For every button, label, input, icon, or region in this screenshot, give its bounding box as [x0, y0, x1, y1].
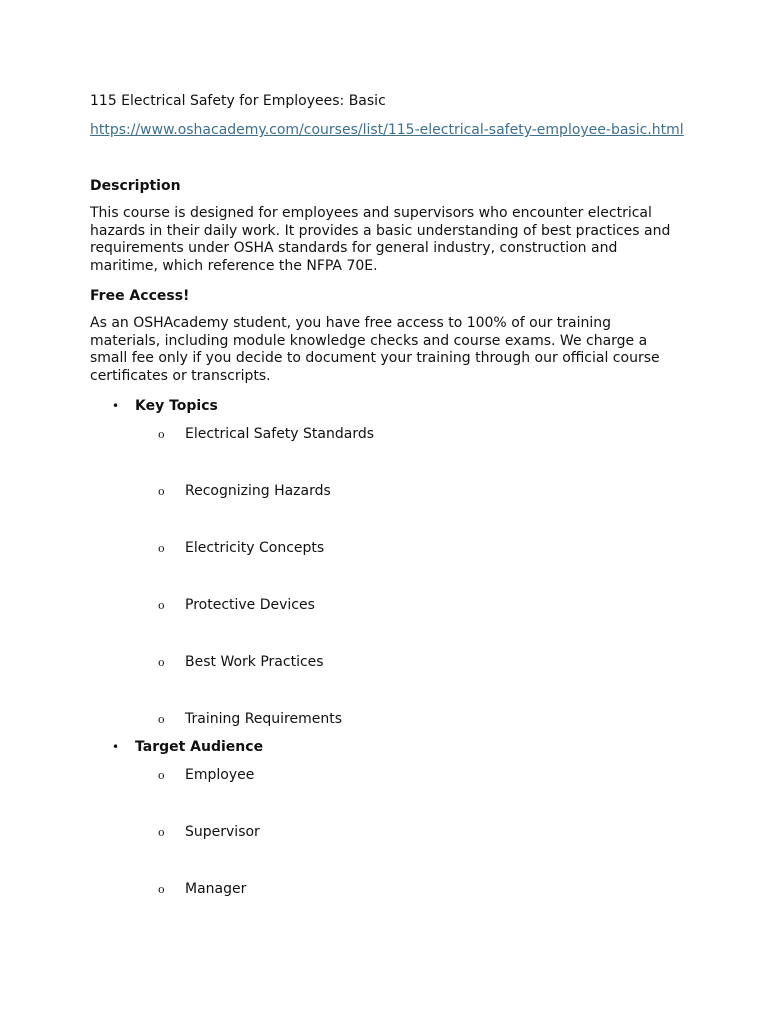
sub-bullet-marker: o	[158, 656, 165, 669]
key-topics-label: Key Topics	[135, 398, 218, 414]
bullet-marker: •	[112, 399, 120, 413]
free-access-paragraph: As an OSHAcademy student, you have free access to 100% of our training materials, including module knowledge checks and course exams. We charge a small fee only if you decide to document your training through our official course certificates or transcripts.	[90, 315, 660, 384]
description-paragraph: This course is designed for employees and supervisors who encounter electrical hazards in their daily work. It provides a basic understanding of best practices and requirements under OSHA standards for general industry, construction and maritime, which reference the NFPA 70E.	[90, 205, 671, 274]
key-topic-item: Training Requirements	[185, 711, 343, 727]
audience-item: Employee	[185, 767, 255, 783]
sub-bullet-marker: o	[158, 599, 165, 612]
sub-bullet-marker: o	[158, 485, 165, 498]
course-link[interactable]: https://www.oshacademy.com/courses/list/115-electrical-safety-employee-basic.html	[90, 122, 684, 138]
key-topic-item: Electrical Safety Standards	[185, 426, 375, 442]
sub-bullet-marker: o	[158, 713, 165, 726]
audience-item: Supervisor	[185, 824, 260, 840]
key-topic-item: Protective Devices	[185, 597, 315, 613]
sub-bullet-marker: o	[158, 542, 165, 555]
bullet-marker: •	[112, 740, 120, 754]
sub-bullet-marker: o	[158, 826, 165, 839]
key-topic-item: Recognizing Hazards	[185, 483, 331, 499]
free-access-heading: Free Access!	[90, 288, 190, 304]
description-heading: Description	[90, 178, 181, 194]
sub-bullet-marker: o	[158, 883, 165, 896]
audience-item: Manager	[185, 881, 247, 897]
key-topic-item: Best Work Practices	[185, 654, 324, 670]
key-topic-item: Electricity Concepts	[185, 540, 325, 556]
sub-bullet-marker: o	[158, 428, 165, 441]
document-title: 115 Electrical Safety for Employees: Basic	[90, 93, 386, 109]
sub-bullet-marker: o	[158, 769, 165, 782]
target-audience-label: Target Audience	[135, 739, 264, 755]
